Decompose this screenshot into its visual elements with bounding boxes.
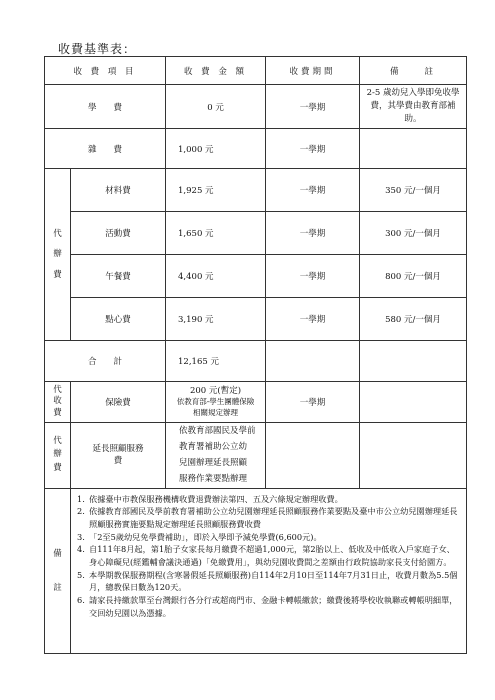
list-item: 2. 依據教育部國民及學前教育署補助公立幼兒園辦理延長照顧服務作業要點及臺中市公立幼兒園辦理延長照顧服務實施要點規定辦理延長照顧服務費收費 xyxy=(77,506,458,529)
total-label: 合 計 xyxy=(45,341,166,382)
insurance-row xyxy=(45,382,467,423)
agency-remark: 350 元/一個月 xyxy=(360,169,467,212)
list-item: 6. 請家長持繳款單至台灣銀行各分行或超商門市、金融卡轉帳繳款；繳費後將學校收執聯或轉帳明細單，交回幼兒園以為憑據。 xyxy=(77,595,458,618)
agency-remark: 580 元/一個月 xyxy=(360,298,467,341)
agency-section-label: 代 辦 費 xyxy=(45,169,71,341)
misc-period: 一學期 xyxy=(266,129,360,169)
list-item: 1. 依據臺中市教保服務機構收費退費辦法第四、五及六條規定辦理收費。 xyxy=(77,493,343,504)
agency-item: 午餐費 xyxy=(71,255,166,298)
agency-period: 一學期 xyxy=(266,212,360,255)
total-amount: 12,165 元 xyxy=(166,341,266,382)
notes-row xyxy=(45,488,467,653)
extended-care-row xyxy=(45,423,467,489)
agency-row-activity xyxy=(45,212,467,255)
tuition-period: 一學期 xyxy=(266,85,360,129)
extended-period xyxy=(266,423,360,489)
misc-fee-row xyxy=(45,129,467,169)
extended-item: 延長照顧服務 費 xyxy=(71,423,166,489)
misc-remark xyxy=(360,129,467,169)
agency-item: 活動費 xyxy=(71,212,166,255)
misc-item: 雜 費 xyxy=(45,129,166,169)
tuition-item: 學 費 xyxy=(45,85,166,129)
list-item: 3. 「2至5歲幼兒免學費補助」，即於入學即予減免學費(6,600元)。 xyxy=(77,531,322,542)
misc-amount: 1,000 元 xyxy=(166,129,266,169)
tuition-amount: 0 元 xyxy=(166,85,266,129)
agency-row-snack xyxy=(45,298,467,341)
extended-remark xyxy=(360,423,467,489)
list-item: 4. 自111年8月起，第1胎子女家長每月繳費不超過1,000元，第2胎以上、低收及中低收入戶家庭子女、身心障礙兒(經鑑輔會議決通過)「免繳費用」，與幼兒園收費間之差額由行政院協助家長支付給園方。 xyxy=(77,544,455,568)
agency-row-lunch xyxy=(45,255,467,298)
insurance-amount: 200 元(暫定) 依教育部-學生團體保險 相關規定辦理 xyxy=(166,382,266,423)
insurance-period: 一學期 xyxy=(266,382,360,423)
agency-period: 一學期 xyxy=(266,255,360,298)
agency-row-material xyxy=(45,169,467,212)
fee-schedule-table xyxy=(44,56,467,654)
insurance-item: 保險費 xyxy=(71,382,166,423)
extended-section-label: 代 辦 費 xyxy=(45,423,71,489)
header-remark: 備 註 xyxy=(360,57,467,85)
table-header-row xyxy=(45,57,467,85)
agency-amount: 1,650 元 xyxy=(166,212,266,255)
insurance-remark xyxy=(360,382,467,423)
collection-section-label: 代 收 費 xyxy=(45,382,71,423)
tuition-remark: 2-5 歲幼兒入學即免收學費，其學費由教育部補助。 xyxy=(360,85,467,129)
header-item: 收 費 項 目 xyxy=(45,57,166,85)
total-period xyxy=(266,341,360,382)
list-item: 5. 本學期教保服務期程(含寒暑假延長照顧服務)自114年2月10日至114年7月31日止，收費月數為5.5個月，總教保日數為120天。 xyxy=(77,569,458,593)
agency-item: 點心費 xyxy=(71,298,166,341)
agency-remark: 300 元/一個月 xyxy=(360,212,467,255)
agency-period: 一學期 xyxy=(266,298,360,341)
total-row xyxy=(45,341,467,382)
header-amount: 收 費 金 額 xyxy=(166,57,266,85)
document-title: 收費基準表： xyxy=(58,42,137,56)
tuition-row xyxy=(45,85,467,129)
agency-amount: 4,400 元 xyxy=(166,255,266,298)
total-remark xyxy=(360,341,467,382)
header-period: 收費期間 xyxy=(266,57,360,85)
agency-period: 一學期 xyxy=(266,169,360,212)
agency-amount: 1,925 元 xyxy=(166,169,266,212)
notes-label: 備 註 xyxy=(45,488,71,653)
extended-amount: 依教育部國民及學前 教育署補助公立幼 兒園辦理延長照顧 服務作業要點辦理 xyxy=(166,423,266,489)
notes-list xyxy=(71,488,467,653)
agency-amount: 3,190 元 xyxy=(166,298,266,341)
agency-item: 材料費 xyxy=(71,169,166,212)
agency-remark: 800 元/一個月 xyxy=(360,255,467,298)
